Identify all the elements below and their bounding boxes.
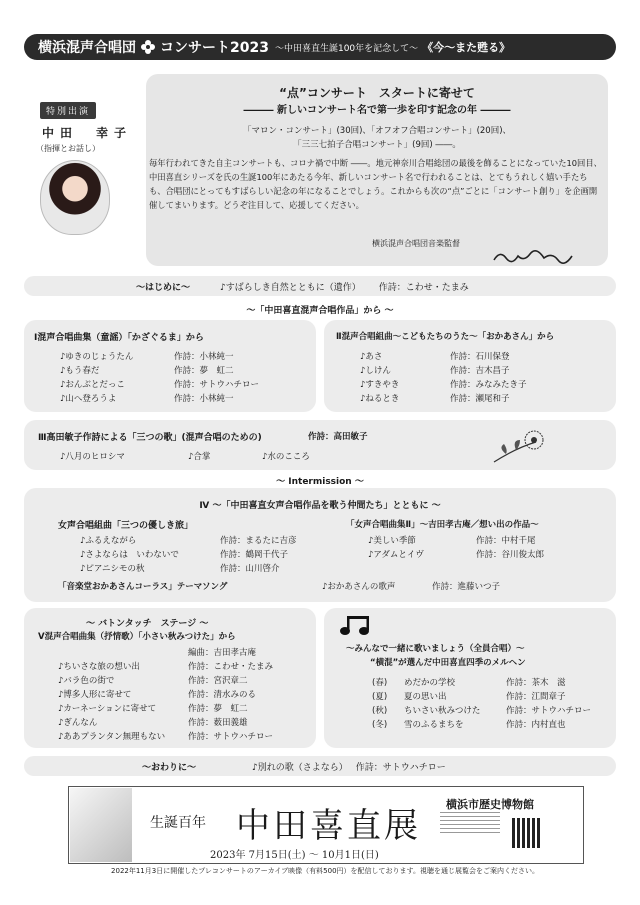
suite4-left-credit: 作詩：山川啓介 [220,564,280,574]
suite2-song: ♪しけん [360,366,391,376]
part-heading: 〜「中田喜直混声合唱作品」から 〜 [246,306,394,316]
singalong-season: (秋) [372,706,388,716]
suite1-song: ♪ゆきのじょうたん [60,352,134,362]
suite4-right-song: ♪美しい季節 [368,536,416,546]
opening-song: ♪すばらしき自然とともに（遺作） [220,282,361,293]
suite5-song: ♪博多人形に寄せて [58,690,132,700]
qr-code[interactable] [512,818,542,848]
suite3-song: ♪水のこころ [262,452,310,462]
suite2-credit: 作詩：みなみたき子 [450,380,527,390]
exhibition-dates: 2023年 7月15日(土) 〜 10月1日(日) [210,850,379,861]
message-signer-title: 横浜混声合唱団音楽監督 [372,239,460,248]
suite5-credit: 作詩：夢 虹二 [188,704,248,714]
suite4-right-credit: 作詩：谷川俊太郎 [476,550,545,560]
singalong-season: (春) [372,678,388,688]
singalong-season: (夏) [372,692,388,702]
message-subtitle: ――― 新しいコンサート名で第一歩を印す記念の年 ――― [243,105,511,116]
suite1-credit: 作詩：夢 虹二 [174,366,234,376]
flower-illustration-icon [486,424,552,466]
singalong-season: (冬) [372,720,388,730]
suite4-right-song: ♪アダムとイヴ [368,550,424,560]
suite4-left-song: ♪ふるえながら [80,536,137,546]
suite4-right-credit: 作詩：中村千尾 [476,536,536,546]
suite4-left-title: 女声合唱組曲「三つの優しき旅」 [58,521,194,531]
suite5-song: ♪バラ色の街で [58,676,115,686]
suite1-credit: 作詩：小林純一 [174,394,234,404]
pianist-photo [70,788,132,862]
suite3-credit: 作詩：高田敏子 [308,432,368,442]
suite5-song: ♪ぎんなん [58,718,98,728]
closing-bar [24,756,616,776]
suite5-title: Ⅴ混声合唱曲集（抒情歌）「小さい秋みつけた」から [38,632,236,642]
archive-footnote: 2022年11月3日に開催したプレコンサートのアーカイブ映像（有料500円）を配信しております。視聴を通じ展覧会をご案内ください。 [111,867,539,875]
closing-credit: 作詩：サトウハチロー [355,762,446,773]
flower-logo-icon [140,39,156,55]
closing-label: 〜おわりに〜 [142,762,197,773]
header-banner [24,34,616,60]
suite4-theme-song: ♪おかあさんの歌声 [322,582,396,592]
opening-credit: 作詩：こわせ・たまみ [378,282,469,293]
suite4-heading: Ⅳ 〜「中田喜直女声合唱作品を歌う仲間たち」とともに 〜 [199,501,441,511]
concert-tagline: 《今〜また甦る》 [422,41,511,54]
suite1-song: ♪山へ登ろうよ [60,394,117,404]
suite2-title: Ⅱ混声合唱組曲〜こどもたちのうた〜「おかあさん」から [336,332,555,342]
handwritten-signature [492,248,574,266]
suite5-label: 〜 バトンタッチ ステージ 〜 [86,619,209,629]
suite4-left-credit: 作詩：まるたに吉彦 [220,536,297,546]
suite5-credit: 作詩：薮田義雄 [188,718,248,728]
message-title: “点”コンサート スタートに寄せて [279,86,475,100]
suite2-credit: 作詩：瀬尾和子 [450,394,510,404]
museum-name: 横浜市歴史博物館 [446,798,534,811]
special-guest-badge: 特別出演 [40,102,96,119]
concert-subtitle: 〜中田喜直生誕100年を記念して〜 [274,43,419,54]
opening-label: 〜はじめに〜 [136,282,191,293]
suite1-credit: 作詩：サトウハチロー [174,380,260,390]
guest-portrait [40,160,110,235]
suite4-left-song: ♪さよならは いわないで [80,550,179,560]
suite5-credit: 作詩：清水みのる [188,690,257,700]
message-body: 毎年行われてきた自主コンサートも、コロナ禍で中断 ――。地元神奈川合唱総団の最後を飾ることになっていた10回目、中田喜直シリーズを氏の生誕100年にあたる今年、新しいコンサート名で行われることは、とてもうれしく嬉い手たちも、合唱団にとってもすばらしい記念の年になることでしょう。これからも次の“点”ごとに「コンサート創り」を企画開催してまいります。どうぞ注目して、応援してください。 [149,158,602,210]
suite4-theme-credit: 作詩：進藤いつ子 [432,582,501,592]
suite5-credit: 作詩：宮沢章二 [188,676,248,686]
suite4-left-credit: 作詩：鶴岡千代子 [220,550,289,560]
concert-title: コンサート2023 [160,40,269,56]
singalong-subtitle: “横混”が選んだ中田喜直四季のメルヘン [370,658,526,668]
singalong-song: 夏の思い出 [404,692,447,702]
singalong-credit: 作詩：江間章子 [506,692,566,702]
suite4-right-title: 「女声合唱曲集Ⅱ」〜吉田孝古庵／想い出の作品〜 [346,520,539,530]
singalong-song: 雪のふるまちを [404,720,464,730]
choir-name: 横浜混声合唱団 [38,40,136,56]
suite3-song: ♪合掌 [188,452,211,462]
singalong-song: めだかの学校 [404,678,456,688]
suite3-title: Ⅲ高田敏子作詩による「三つの歌」(混声合唱のための) [38,433,262,443]
special-guest-role: （指揮とお話し） [36,144,100,153]
suite4-theme: 「音楽堂おかあさんコーラス」テーマソング [58,582,228,592]
suite1-title: Ⅰ混声合唱曲集（童謡）「かざぐるま」から [34,333,204,343]
suite5-credit: 作詩：こわせ・たまみ [188,662,274,672]
suite5-arranger: 編曲：吉田孝古庵 [188,648,257,658]
message-history-line2: 「三三七拍子合唱コンサート」(9回) ――。 [293,140,461,150]
suite4-left-song: ♪ピアニシモの秋 [80,564,145,574]
museum-prefix: 生誕百年 [150,815,206,831]
suite5-song: ♪カーネーションに寄せて [58,704,157,714]
suite2-song: ♪ねるとき [360,394,400,404]
suite5-song: ♪ちいさな旅の想い出 [58,662,140,672]
museum-address-lines [440,812,500,834]
exhibition-title: 中田喜直展 [236,806,421,846]
music-note-icon [340,614,374,636]
opening-bar [24,276,616,296]
suite2-credit: 作詩：吉木昌子 [450,366,510,376]
suite5-song: ♪ああプランタン無理もない [58,732,166,742]
singalong-credit: 作詩：内村直也 [506,720,566,730]
singalong-credit: 作詩：茶木 滋 [506,678,566,688]
closing-song: ♪別れの歌（さよなら） [252,762,348,773]
singalong-song: ちいさい秋みつけた [404,706,481,716]
message-history-line1: 「マロン・コンサート」(30回)、「オフオフ合唱コンサート」(20回)、 [242,126,512,136]
suite5-credit: 作詩：サトウハチロー [188,732,274,742]
suite2-song: ♪すきやき [360,380,400,390]
intermission-label: 〜 Intermission 〜 [276,477,364,487]
special-guest-name: 中田 幸子 [42,126,133,140]
suite2-song: ♪あさ [360,352,383,362]
suite3-song: ♪八月のヒロシマ [60,452,125,462]
suite1-song: ♪もう春だ [60,366,100,376]
singalong-title: 〜みんなで一緒に歌いましょう（全員合唱）〜 [346,644,525,654]
suite1-credit: 作詩：小林純一 [174,352,234,362]
singalong-credit: 作詩：サトウハチロー [506,706,592,716]
suite2-credit: 作詩：石川保登 [450,352,510,362]
suite1-song: ♪おんぶとだっこ [60,380,125,390]
